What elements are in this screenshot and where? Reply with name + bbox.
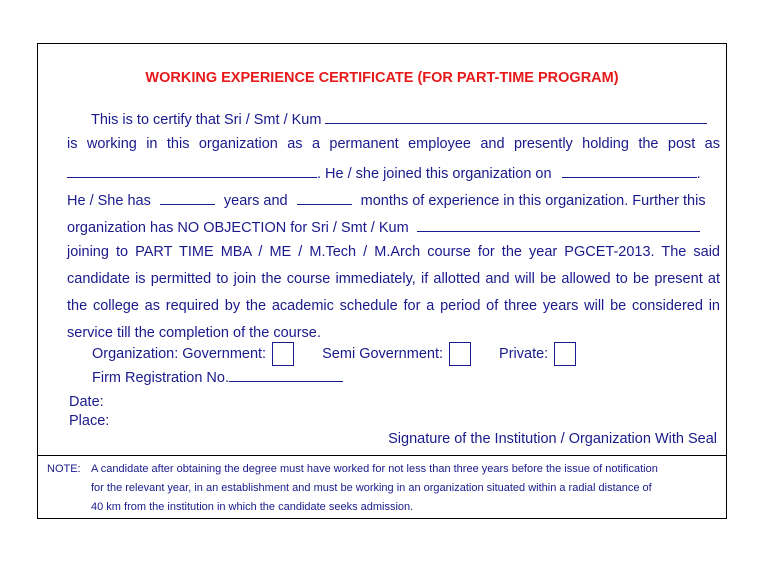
body-line-8: the college as required by the academic schedule for a period of three years will be considered in — [67, 298, 720, 314]
months-text: months of experience in this organization. Further this — [360, 193, 706, 209]
body-line-9: service till the completion of the course. — [67, 325, 321, 341]
note-line-1: A candidate after obtaining the degree must have worked for not less than three years before the issue of notification — [91, 463, 658, 475]
organization-type-row — [92, 342, 745, 366]
body-line-5 — [67, 217, 720, 236]
joined-text: . He / she joined this organization on — [317, 166, 552, 182]
body-line-1 — [91, 109, 720, 128]
note-body — [91, 460, 721, 517]
no-objection-text: organization has NO OBJECTION for Sri / Smt / Kum — [67, 220, 409, 236]
months-field[interactable] — [297, 190, 352, 205]
government-checkbox[interactable] — [272, 342, 294, 366]
certificate-frame — [37, 43, 727, 519]
firm-registration-row — [92, 367, 745, 386]
certificate-title: WORKING EXPERIENCE CERTIFICATE (FOR PART-TIME PROGRAM) — [145, 70, 619, 86]
candidate-name-field[interactable] — [417, 217, 700, 232]
government-label: Organization: Government: — [92, 345, 267, 362]
joining-date-field[interactable] — [562, 163, 697, 178]
signature-label: Signature of the Institution / Organization With Seal — [388, 431, 717, 447]
note-line-2: for the relevant year, in an establishment and must be working in an organization situated within a radial distance of — [91, 482, 652, 494]
employee-name-field[interactable] — [325, 109, 707, 124]
firm-registration-label: Firm Registration No. — [92, 370, 229, 386]
years-text: years and — [223, 193, 288, 209]
note-line-3: 40 km from the institution in which the candidate seeks admission. — [91, 501, 414, 513]
private-label: Private: — [499, 345, 549, 362]
firm-registration-field[interactable] — [229, 367, 343, 382]
period-text: . — [696, 166, 701, 182]
note-section — [47, 460, 658, 513]
note-divider — [38, 455, 726, 456]
post-field[interactable] — [67, 163, 317, 178]
years-field[interactable] — [160, 190, 215, 205]
has-text: He / She has — [67, 193, 151, 209]
body-line-6: joining to PART TIME MBA / ME / M.Tech / M.Arch course for the year PGCET-2013. The said — [67, 244, 720, 260]
note-label: NOTE: — [47, 463, 81, 475]
semi-government-label: Semi Government: — [322, 345, 444, 362]
place-label: Place: — [69, 413, 110, 429]
body-line-7: candidate is permitted to join the course immediately, if allotted and will be allowed to be present at — [67, 271, 720, 287]
semi-government-checkbox[interactable] — [449, 342, 471, 366]
body-line-3 — [67, 163, 720, 182]
private-checkbox[interactable] — [554, 342, 576, 366]
body-line-2: is working in this organization as a permanent employee and presently holding the post as — [67, 136, 720, 152]
date-label: Date: — [69, 394, 104, 410]
body-line-4 — [67, 190, 720, 209]
certify-text: This is to certify that Sri / Smt / Kum — [91, 112, 322, 128]
